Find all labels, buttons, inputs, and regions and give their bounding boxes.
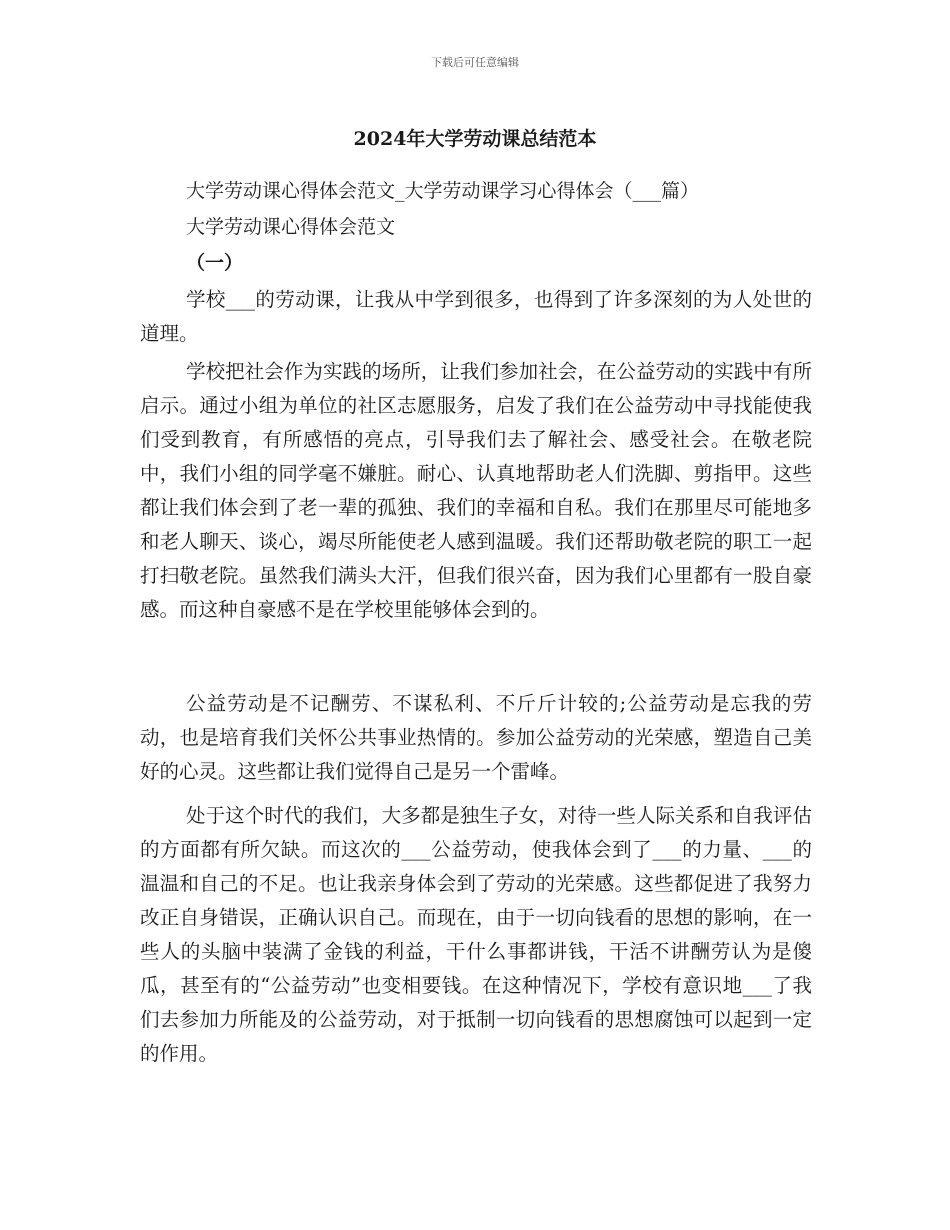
paragraph: 处于这个时代的我们，大多都是独生子女，对待一些人际关系和自我评估的方面都有所欠缺。而这次的___公益劳动，使我体会到了___的力量、___的温温和自己的不足。也让我亲身体会到了劳动的光荣感。这些都促进了我努力改正自身错误，正确认识自己。而现在，由于一切向钱看的思想的影响，在一些人的头脑中装满了金钱的利益，干什么事都讲钱，干活不讲酬劳认为是傻瓜，甚至有的“公益劳动”也变相要钱。在这种情况下，学校有意识地___了我们去参加力所能及的公益劳动，对于抵制一切向钱看的思想腐蚀可以起到一定的作用。	[140, 804, 812, 1065]
paragraph: 学校___的劳动课，让我从中学到很多，也得到了许多深刻的为人处世的道理。	[140, 288, 812, 345]
subtitle-line-1: 大学劳动课心得体会范文_大学劳动课学习心得体会（___篇）	[186, 180, 700, 202]
document-title: 2024年大学劳动课总结范本	[353, 128, 597, 150]
subtitle-line-2: 大学劳动课心得体会范文	[186, 216, 396, 238]
header-note: 下载后可任意编辑	[431, 56, 519, 69]
paragraph: 学校把社会作为实践的场所，让我们参加社会，在公益劳动的实践中有所启示。通过小组为单位的社区志愿服务，启发了我们在公益劳动中寻找能使我们受到教育，有所感悟的亮点，引导我们去了解社会、感受社会。在敬老院中，我们小组的同学毫不嫌脏。耐心、认真地帮助老人们洗脚、剪指甲。这些都让我们体会到了老一辈的孤独、我们的幸福和自私。我们在那里尽可能地多和老人聊天、谈心，竭尽所能使老人感到温暖。我们还帮助敬老院的职工一起打扫敬老院。虽然我们满头大汗，但我们很兴奋，因为我们心里都有一股自豪感。而这种自豪感不是在学校里能够体会到的。	[140, 360, 812, 621]
section-label: （一）	[186, 252, 244, 274]
paragraph: 公益劳动是不记酬劳、不谋私利、不斤斤计较的;公益劳动是忘我的劳动，也是培育我们关怀公共事业热情的。参加公益劳动的光荣感，塑造自己美好的心灵。这些都让我们觉得自己是另一个雷峰。	[140, 692, 812, 783]
